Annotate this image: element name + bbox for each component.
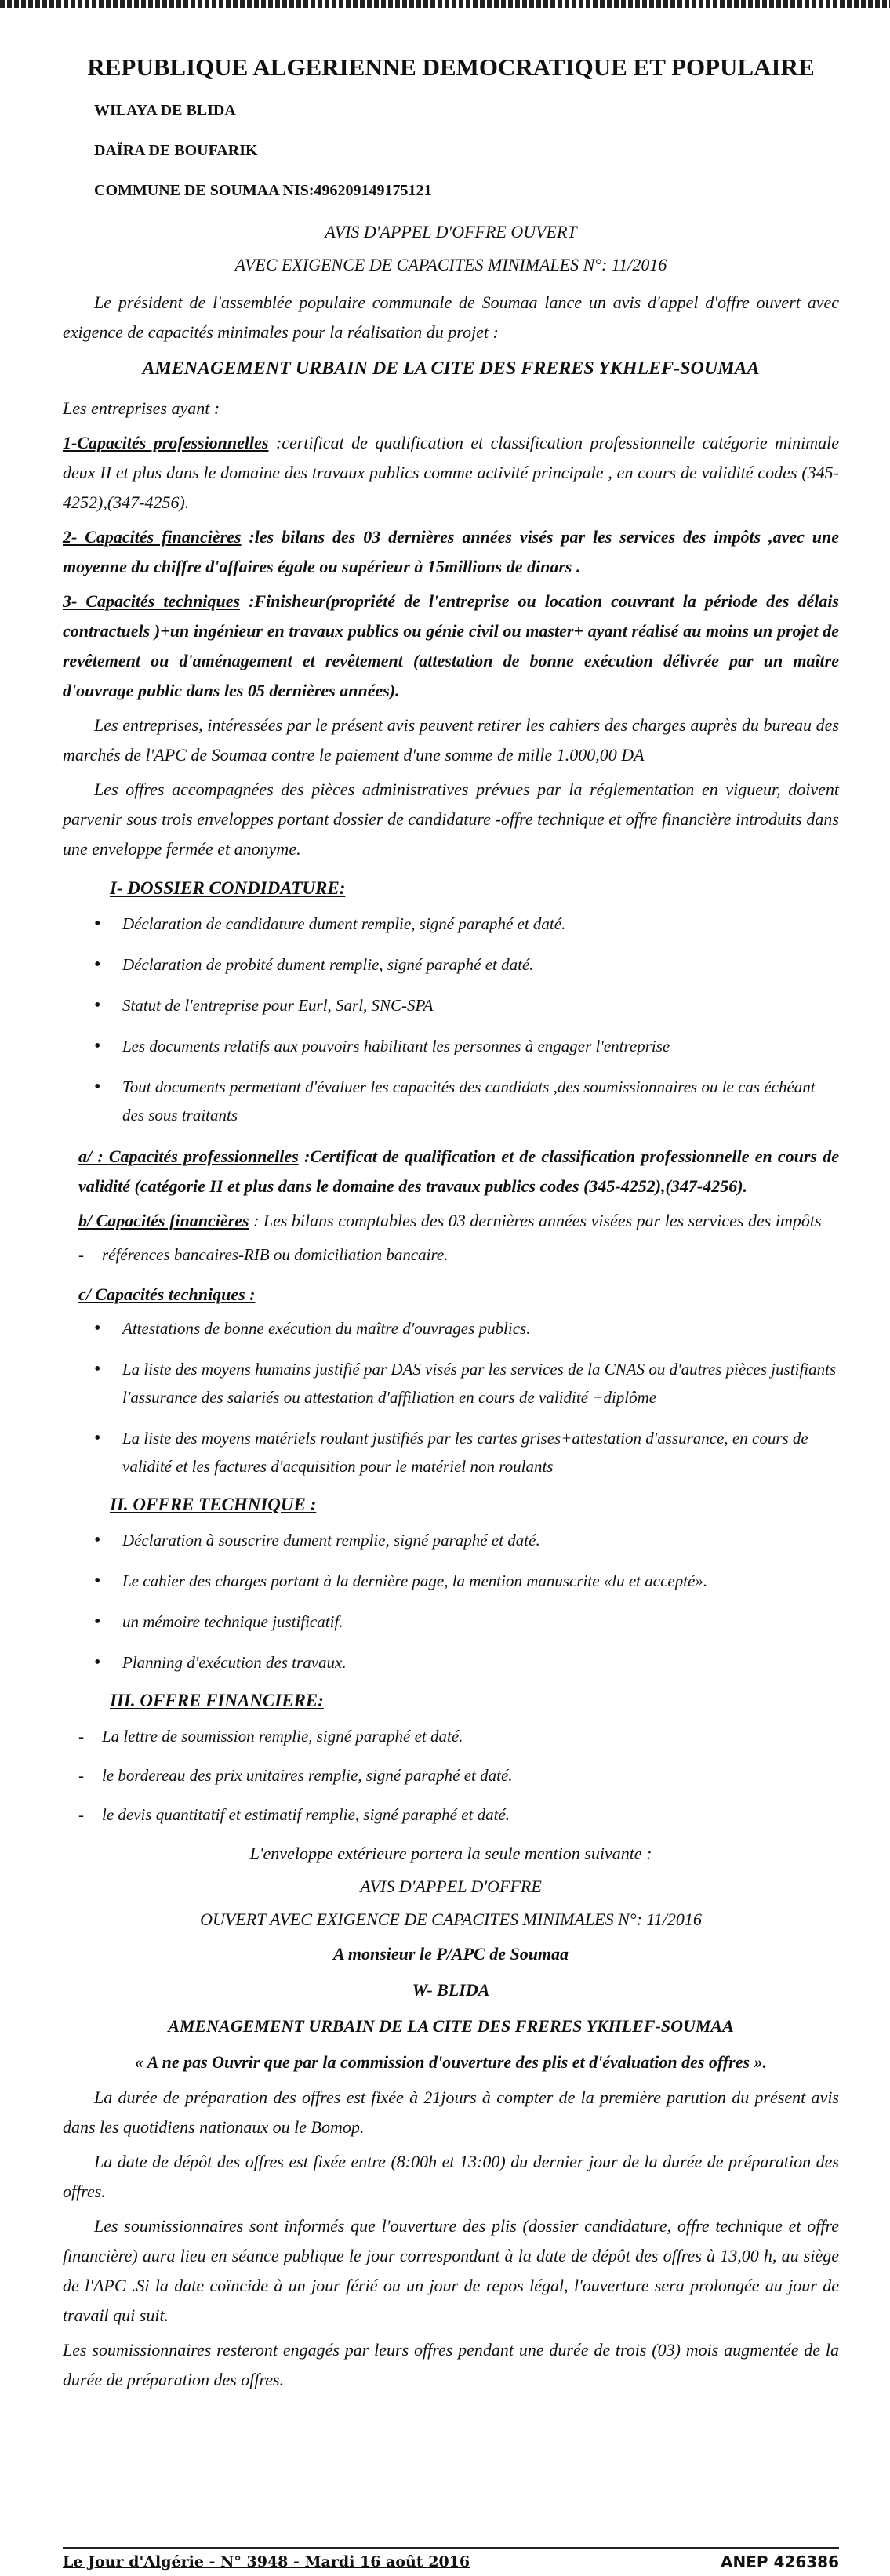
list-item: • Tout documents permettant d'évaluer les capacités des candidats ,des soumissionnaires ou le cas échéant des sous traitants <box>94 1073 839 1129</box>
dossier-professional-text: :Certificat de qualification et de classification professionnelle en cours de validité (catégorie II et plus dans le domaine des travaux publics codes (345-4252),(347-4256). <box>78 1146 839 1196</box>
technique-list <box>63 1526 839 1677</box>
list-item: • Déclaration de candidature dument remplie, signé paraphé et daté. <box>94 910 839 938</box>
bottom-border-rule <box>63 2547 839 2549</box>
list-item: • Attestations de bonne exécution du maître d'ouvrages publics. <box>94 1314 839 1342</box>
financiere-heading: III. OFFRE FINANCIERE: <box>110 1691 324 1710</box>
criterion-financial <box>63 522 839 582</box>
intro-paragraph: Le président de l'assemblée populaire communale de Soumaa lance un avis d'appel d'offre ouvert avec exigence de capacités minimales pour la réalisation du projet : <box>63 292 839 342</box>
list-item: - le devis quantitatif et estimatif remplie, signé paraphé et daté. <box>78 1800 839 1829</box>
dossier-financial-list <box>63 1241 839 1269</box>
entreprises-ayant: Les entreprises ayant : <box>63 398 220 418</box>
enveloppe-line-4: W- BLIDA <box>412 1980 490 2000</box>
enveloppe-line-5: AMENAGEMENT URBAIN DE LA CITE DES FRERES YKHLEF-SOUMAA <box>168 2016 734 2036</box>
offres-paragraph: Les offres accompagnées des pièces administratives prévues par la réglementation en vigueur, doivent parvenir sous trois enveloppes portant dossier de candidature -offre technique et offre financière introduits dans une enveloppe fermée et anonyme. <box>63 779 839 859</box>
criterion-financial-label: 2- Capacités financières <box>63 527 242 547</box>
list-item: • Déclaration à souscrire dument remplie, signé paraphé et daté. <box>94 1526 839 1554</box>
project-title: AMENAGEMENT URBAIN DE LA CITE DES FRERES YKHLEF-SOUMAA <box>142 358 760 379</box>
list-item: - références bancaires-RIB ou domiciliation bancaire. <box>78 1241 839 1269</box>
enveloppe-line-1: AVIS D'APPEL D'OFFRE <box>360 1877 542 1896</box>
dossier-technical-label: c/ Capacités techniques : <box>78 1284 256 1304</box>
list-item: • Statut de l'entreprise pour Eurl, Sarl, SNC-SPA <box>94 991 839 1019</box>
list-item: - le bordereau des prix unitaires remplie, signé paraphé et daté. <box>78 1761 839 1789</box>
criterion-professional-text: :certificat de qualification et classification professionnelle catégorie minimale deux II et plus dans le domaine des travaux publics comme activité principale , en cours de validité codes (345-4252),(347-4256). <box>63 433 839 512</box>
dossier-technical <box>78 1280 839 1310</box>
avis-line-2: AVEC EXIGENCE DE CAPACITES MINIMALES N°: 11/2016 <box>234 255 667 274</box>
daira-line: DAÏRA DE BOUFARIK <box>94 142 258 159</box>
issuer-header <box>63 102 839 200</box>
criterion-financial-text: :les bilans des 03 dernières années visés par les services des impôts ,avec une moyenne du chiffre d'affaires égale ou supérieur à 15millions de dinars . <box>63 527 840 576</box>
dossier-financial-text: : Les bilans comptables des 03 dernières années visées par les services des impôts <box>249 1211 822 1230</box>
enveloppe-line-3: A monsieur le P/APC de Soumaa <box>332 1944 569 1964</box>
technique-heading: II. OFFRE TECHNIQUE : <box>110 1495 317 1514</box>
list-item: • Déclaration de probité dument remplie, signé paraphé et daté. <box>94 950 839 979</box>
enveloppe-line-2: OUVERT AVEC EXIGENCE DE CAPACITES MINIMALES N°: 11/2016 <box>200 1909 702 1929</box>
dossier-professional <box>78 1142 839 1201</box>
notice-content <box>63 53 839 2400</box>
retrait-paragraph: Les entreprises, intéressées par le présent avis peuvent retirer les cahiers des charges auprès du bureau des marchés de l'APC de Soumaa contre le paiement d'une somme de mille 1.000,00 DA <box>63 715 839 765</box>
commune-line: COMMUNE DE SOUMAA NIS:496209149175121 <box>94 182 432 199</box>
criterion-technical <box>63 587 839 706</box>
list-item: • Le cahier des charges portant à la dernière page, la mention manuscrite «lu et accepté». <box>94 1567 839 1595</box>
enveloppe-intro: L'enveloppe extérieure portera la seule mention suivante : <box>249 1844 652 1863</box>
list-item: • Planning d'exécution des travaux. <box>94 1648 839 1677</box>
newspaper-footer <box>63 2550 839 2574</box>
enveloppe-line-6: « A ne pas Ouvrir que par la commission d'ouverture des plis et d'évaluation des offres ». <box>134 2052 768 2072</box>
closing-paragraph-2: La date de dépôt des offres est fixée entre (8:00h et 13:00) du dernier jour de la durée de préparation des offres. <box>63 2152 839 2201</box>
list-item: • Les documents relatifs aux pouvoirs habilitant les personnes à engager l'entreprise <box>94 1032 839 1060</box>
wilaya-line: WILAYA DE BLIDA <box>94 102 236 119</box>
dossier-professional-label: a/ : Capacités professionnelles <box>78 1146 299 1166</box>
avis-line-1: AVIS D'APPEL D'OFFRE OUVERT <box>325 222 577 242</box>
dossier-financial <box>78 1206 839 1236</box>
closing-paragraph-3: Les soumissionnaires sont informés que l'ouverture des plis (dossier candidature, offre technique et offre financière) aura lieu en séance publique le jour correspondant à la date de dépôt des offres à 13,00 h, au siège de l'APC .Si la date coïncide à un jour férié ou un jour de repos légal, l'ouverture sera prolongée au jour de travail qui suit. <box>63 2216 839 2325</box>
list-item: • La liste des moyens matériels roulant justifiés par les cartes grises+attestation d'assurance, en cours de validité et les factures d'acquisition pour le matériel non roulants <box>94 1424 839 1481</box>
dossier-heading: I- DOSSIER CONDIDATURE: <box>110 878 346 898</box>
dossier-financial-label: b/ Capacités financières <box>78 1211 249 1230</box>
criterion-professional-label: 1-Capacités professionnelles <box>63 433 269 452</box>
criterion-technical-label: 3- Capacités techniques <box>63 591 241 611</box>
anep-reference: ANEP 426386 <box>721 2552 839 2571</box>
criterion-professional <box>63 428 839 518</box>
criterion-technical-text: :Finisheur(propriété de l'entreprise ou location couvrant la période des délais contractuels )+un ingénieur en travaux publics ou génie civil ou master+ ayant réalisé au moins un projet de revêtement ou d'aménagement et revêtement (attestation de bonne exécution délivrée par un maître d'ouvrage public dans les 05 dernières années). <box>63 591 839 700</box>
enveloppe-block <box>63 1840 839 2078</box>
dossier-list <box>63 910 839 1129</box>
notice-title: REPUBLIQUE ALGERIENNE DEMOCRATIQUE ET POPULAIRE <box>87 53 815 81</box>
list-item: • un mémoire technique justificatif. <box>94 1608 839 1636</box>
dossier-technical-list <box>63 1314 839 1481</box>
list-item: - La lettre de soumission remplie, signé paraphé et daté. <box>78 1722 839 1750</box>
financiere-list <box>63 1722 839 1829</box>
closing-paragraph-4: Les soumissionnaires resteront engagés par leurs offres pendant une durée de trois (03) mois augmentée de la durée de préparation des offres. <box>63 2340 839 2389</box>
closing-paragraph-1: La durée de préparation des offres est fixée à 21jours à compter de la première parution du présent avis dans les quotidiens nationaux ou le Bomop. <box>63 2087 839 2137</box>
top-border-rule <box>0 0 890 8</box>
list-item: • La liste des moyens humains justifié par DAS visés par les services de la CNAS ou d'autres pièces justifiants l'assurance des salariés ou attestation d'affiliation en cours de validité +diplôme <box>94 1355 839 1412</box>
newspaper-reference: Le Jour d'Algérie - N° 3948 - Mardi 16 août 2016 <box>63 2553 470 2571</box>
